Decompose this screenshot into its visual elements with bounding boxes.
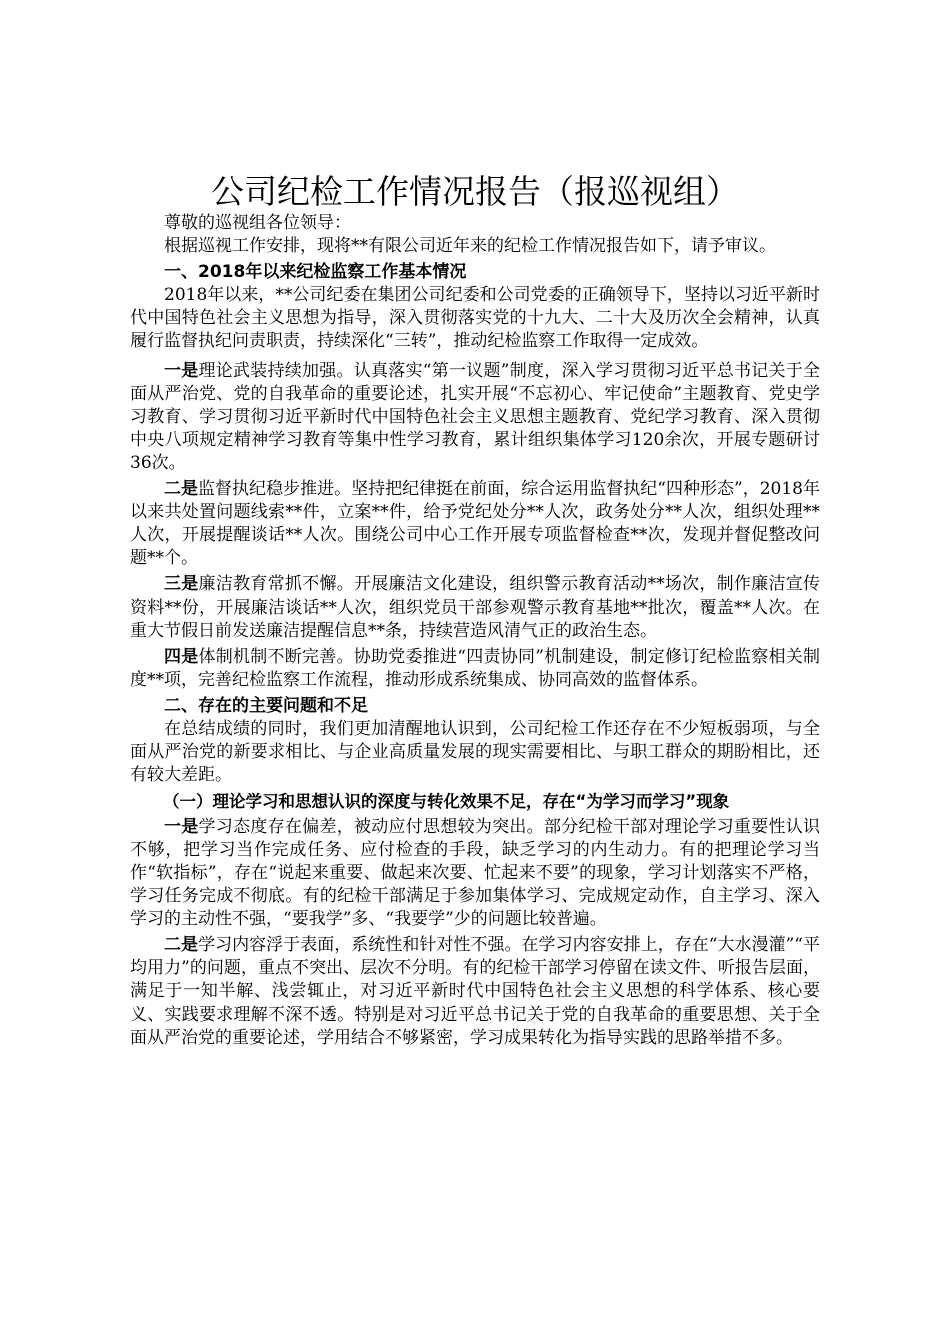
- section1-point-4: [130, 646, 820, 692]
- intro-paragraph: 根据巡视工作安排，现将**有限公司近年来的纪检工作情况报告如下，请予审议。: [164, 236, 776, 257]
- section1-point-1: [130, 360, 820, 475]
- point-lead: 一是: [164, 360, 199, 381]
- section2-overview: 在总结成绩的同时，我们更加清醒地认识到，公司纪检工作还存在不少短板弱项，与全面从严治党的新要求相比、与企业高质量发展的现实需要相比、与职工群众的期盼相比，还有较大差距。: [130, 718, 820, 786]
- sub1-point-2: [130, 934, 820, 1049]
- section1-point-2: [130, 478, 820, 570]
- point-lead: 二是: [164, 479, 199, 500]
- section1-point-3: [130, 573, 820, 642]
- salutation: 尊敬的巡视组各位领导：: [164, 213, 351, 233]
- point-lead: 一是: [164, 816, 199, 837]
- section-heading-2: 二、存在的主要问题和不足: [164, 695, 368, 716]
- point-text: 学习内容浮于表面，系统性和针对性不强。在学习内容安排上，存在“大水漫灌”“平均用力”的问题，重点不突出、层次不分明。有的纪检干部学习停留在读文件、听报告层面，满足于一知半解、浅尝辄止，对习近平新时代中国特色社会主义思想的科学体系、核心要义、实践要求理解不深不透。特别是对习近平总书记关于党的自我革命的重要思想、关于全面从严治党的重要论述，学用结合不够紧密，学习成果转化为指导实践的思路举措不多。: [130, 935, 821, 1048]
- point-lead: 三是: [164, 574, 199, 595]
- point-lead: 四是: [164, 646, 199, 667]
- point-text: 学习态度存在偏差，被动应付思想较为突出。部分纪检干部对理论学习重要性认识不够，把学习当作完成任务、应付检查的手段，缺乏学习的内生动力。有的把理论学习当作“软指标”，存在“说起来重要、做起来次要、忙起来不要”的现象，学习计划落实不严格，学习任务完成不彻底。有的纪检干部满足于参加集体学习、完成规定动作，自主学习、深入学习的主动性不强，“要我学”多、“我要学”少的问题比较普遍。: [130, 816, 821, 930]
- point-text: 廉洁教育常抓不懈。开展廉洁文化建设，组织警示教育活动**场次，制作廉洁宣传资料**份，开展廉洁谈话**人次，组织党员干部参观警示教育基地**批次，覆盖**人次。在重大节假日前发送廉洁提醒信息**条，持续营造风清气正的政治生态。: [130, 574, 821, 641]
- section-heading-1: 一、2018年以来纪检监察工作基本情况: [164, 262, 467, 283]
- document-title: 公司纪检工作情况报告（报巡视组）: [211, 172, 739, 211]
- point-text: 监督执纪稳步推进。坚持把纪律挺在前面，综合运用监督执纪“四种形态”，2018年以来共处置问题线索**件，立案**件，给予党纪处分**人次，政务处分**人次，组织处理**人次，开展提醒谈话**人次。围绕公司中心工作开展专项监督检查**次，发现并督促整改问题**个。: [130, 479, 821, 569]
- section1-overview: 2018年以来，**公司纪委在集团公司纪委和公司党委的正确领导下，坚持以习近平新时代中国特色社会主义思想为指导，深入贯彻落实党的十九大、二十大及历次全会精神，认真履行监督执纪问责职责，持续深化“三转”，推动纪检监察工作取得一定成效。: [130, 285, 820, 352]
- point-text: 体制机制不断完善。协助党委推进“四责协同”机制建设，制定修订纪检监察相关制度**项，完善纪检监察工作流程，推动形成系统集成、协同高效的监督体系。: [130, 646, 820, 690]
- sub-heading-1: （一）理论学习和思想认识的深度与转化效果不足，存在“为学习而学习”现象: [163, 792, 730, 812]
- point-lead: 二是: [164, 935, 199, 956]
- sub1-point-1: [130, 816, 820, 931]
- document-body: [130, 172, 820, 1050]
- point-text: 理论武装持续加强。认真落实“第一议题”制度，深入学习贯彻习近平总书记关于全面从严治党、党的自我革命的重要论述，扎实开展“不忘初心、牢记使命”主题教育、党史学习教育、学习贯彻习近平新时代中国特色社会主义思想主题教育、党纪学习教育、深入贯彻中央八项规定精神学习教育等集中性学习教育，累计组织集体学习120余次，开展专题研讨36次。: [130, 360, 820, 473]
